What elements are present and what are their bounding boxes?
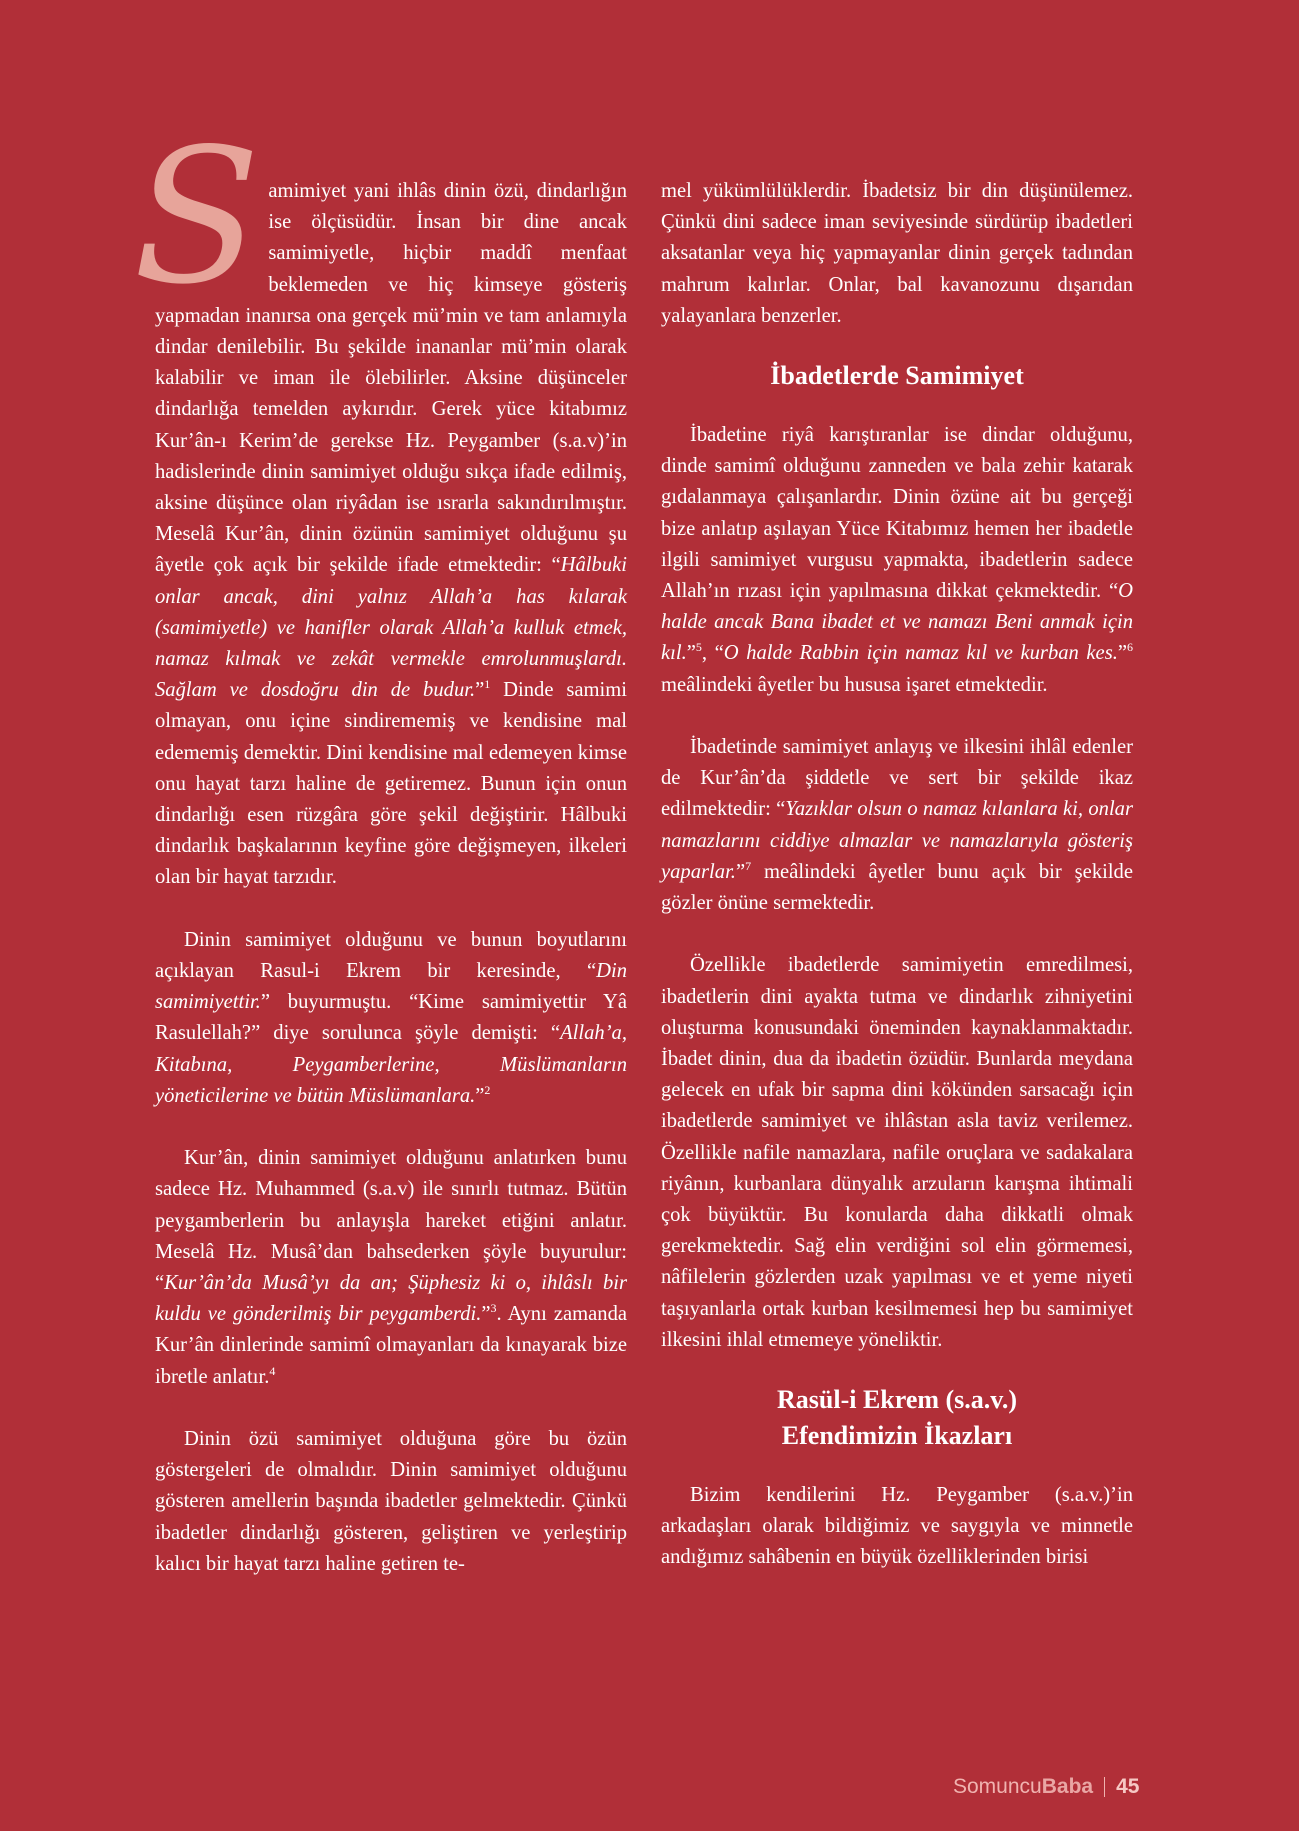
drop-cap: S [133, 108, 261, 325]
footnote-ref: 4 [269, 1363, 276, 1378]
footer-divider [1104, 1777, 1105, 1797]
paragraph: Bizim kendilerini Hz. Peygamber (s.a.v.)’in arkadaşları olarak bildiğimiz ve saygıyla ve minnetle andığımız sahâbenin en büyük özelliklerinden birisi [661, 1484, 1133, 1569]
footnote-ref: 7 [745, 858, 752, 873]
footnote-ref: 6 [1127, 640, 1133, 655]
left-column [133, 108, 628, 1580]
quote-text: Hâlbuki onlar ancak, dini yalnız Allah’a has kılarak (samimiyetle) ve hanifler olarak Allah’a kulluk etmek, namaz kılmak ve zekât vermekle emrolunmuşlardı. Sağlam ve dosdoğru din de budur. [155, 554, 627, 702]
quote-text: Allah’a, Kitabına, Peygamberlerine, Müslümanların yöneticilerine ve bütün Müslümanlara. [155, 1022, 627, 1107]
section-heading: Rasül-i Ekrem (s.a.v.) Efendimizin İkazları [776, 1385, 1018, 1451]
section-heading: İbadetlerde Samimiyet [770, 361, 1024, 391]
paragraph: İbadetine riyâ karıştıranlar ise dindar olduğunu, dinde samimî olduğunu zanneden ve bala zehir katarak gıdalanmaya çalışanlardır. Dinin özüne ait bu gerçeği bize anlatıp aşılayan Yüce Kitabımız hemen her ibadetle ilgili samimiyet vurgusu yapmakta, ibadetlerin sadece Allah’ın rızası için yapılmasına dikkat çekmektedir. “O halde ancak Bana ibadet et ve namazı Beni anmak için kıl.”$^5$, “O halde Rabbin için namaz kıl ve kurban kes.”$^6$ meâlindeki âyetler bu hususa işaret etmektedir. [661, 424, 1133, 696]
page-footer [953, 1775, 1139, 1799]
quote-text: Kur’ân’da Musâ’yı da an; Şüphesiz ki o, ihlâslı bir kuldu ve gönderilmiş bir peygamberdi. [155, 1272, 627, 1326]
paragraph: Özellikle ibadetlerde samimiyetin emredilmesi, ibadetlerin dini ayakta tutma ve dindarlık zihniyetini oluşturma konusundaki öneminden kaynaklanmaktadır. İbadet dinin, dua da ibadetin özüdür. Bunlarda meydana gelecek en ufak bir sapma dini kökünden sarsacağı için ibadetlerde samimiyet ve ihlâstan asla taviz verilemez. Özellikle nafile namazlara, nafile oruçlara ve sadakalara riyânın, kurbanlara dünyalık arzuların karışma ihtimali çok büyüktür. Bu konularda daha dikkatli olmak gerekmektedir. Sağ elin verdiğini sol elin görmemesi, nâfilelerin gözlerden uzak yapılması ve et yeme niyeti taşıyanlarla ortak kurban kesilmemesi hep bu samimiyet ilkesini ihlal etmemeye yöneliktir. [661, 954, 1133, 1351]
footnote-ref: 2 [484, 1083, 491, 1098]
paragraph: mel yükümlülüklerdir. İbadetsiz bir din düşünülemez. Çünkü dini sadece iman seviyesinde sürdürüp ibadetleri aksatanlar veya hiç yapmayanlar dinin gerçek tadından mahrum kalırlar. Onlar, bal kavanozunu dışarıdan yalayanlara benzerler. [661, 180, 1133, 327]
right-column [661, 176, 1133, 1574]
quote-text: O halde Rabbin için namaz kıl ve kurban kes. [723, 642, 1118, 665]
footnote-ref: 1 [484, 677, 491, 692]
footnote-ref: 3 [490, 1301, 497, 1316]
paragraph: İbadetinde samimiyet anlayış ve ilkesini ihlâl edenler de Kur’ân’da şiddetle ve sert bir şekilde ikaz edilmektedir: “Yazıklar olsun o namaz kılanlara ki, onlar namazlarını ciddiye almazlar ve namazlarıyla gösteriş yaparlar.”$^7$ meâlindeki âyetler bunu açık bir şekilde gözler önüne sermektedir. [661, 736, 1133, 915]
quote-text: Din samimiyettir. [155, 960, 627, 1014]
page-number: 45 [1116, 1775, 1140, 1798]
footnote-ref: 5 [695, 640, 702, 655]
quote-text: Yazıklar olsun o namaz kılanlara ki, onlar namazlarını ciddiye almazlar ve namazlarıyla gösteriş yaparlar. [661, 798, 1133, 883]
paragraph: Dinin samimiyet olduğunu ve bunun boyutlarını açıklayan Rasul-i Ekrem bir keresinde, “Din samimiyettir.” buyurmuştu. “Kime samimiyettir Yâ Rasulellah?” diye sorulunca şöyle demişti: “Allah’a, Kitabına, Peygamberlerine, Müslümanların yöneticilerine ve bütün Müslümanlara.”$^2$ [155, 928, 627, 1107]
magazine-logo: SomuncuBaba [953, 1775, 1094, 1798]
paragraph: Dinin özü samimiyet olduğuna göre bu özün göstergeleri de olmalıdır. Dinin samimiyet olduğunu gösteren amellerin başında ibadetler gelmektedir. Çünkü ibadetler dindarlığı gösteren, geliştiren ve yerleştirip kalıcı bir hayat tarzı haline getiren te- [155, 1428, 627, 1575]
paragraph: Kur’ân, dinin samimiyet olduğunu anlatırken bunu sadece Hz. Muhammed (s.a.v) ile sınırlı tutmaz. Bütün peygamberlerin bu anlayışla hareket etiğini anlatır. Meselâ Hz. Musâ’dan bahsederken şöyle buyurulur: “Kur’ân’da Musâ’yı da an; Şüphesiz ki o, ihlâslı bir kuldu ve gönderilmiş bir peygamberdi.”$^3$. Aynı zamanda Kur’ân dinlerinde samimî olmayanları da kınayarak bize ibretle anlatır.$^4$ [155, 1147, 628, 1388]
quote-text: O halde ancak Bana ibadet et ve namazı Beni anmak için kıl. [661, 580, 1133, 665]
intro-paragraph: Samimiyet yani ihlâs dinin özü, dindarlığın ise ölçüsüdür. İnsan bir dine ancak samimiyetle, hiçbir maddî menfaat beklemeden ve hiç kimseye gösteriş yapmadan inanırsa ona gerçek mü’min ve tam anlamıyla dindar denilebilir. Bu şekilde inananlar mü’min olarak kalabilir ve iman ile ölebilirler. Aksine düşünceler dindarlığa temelden aykırıdır. Gerek yüce kitabımız Kur’ân-ı Kerim’de gerekse Hz. Peygamber (s.a.v)’in hadislerinde dinin samimiyet olduğu sıkça ifade edilmiş, aksine düşünce olan riyâdan ise ısrarla sakındırılmıştır. Meselâ Kur’ân, dinin özünün samimiyet olduğunu şu âyetle çok açık bir şekilde ifade etmektedir: “Hâlbuki onlar ancak, dini yalnız Allah’a has kılarak (samimiyetle) ve hanifler olarak Allah’a kulluk etmek, namaz kılmak ve zekât vermekle emrolunmuşlardı. Sağlam ve dosdoğru din de budur.”$^1$ Dinde samimi olmayan, onu içine sindirememiş ve kendisine mal edememiş demektir. Dini kendisine mal edemeyen kimse onu hayat tarzı haline de getiremez. Bunun için onun dindarlığı esen rüzgâra göre şekil değiştirir. Hâlbuki dindarlık başkalarının keyfine göre değişmeyen, ilkeleri olan bir hayat tarzıdır. [133, 108, 627, 889]
